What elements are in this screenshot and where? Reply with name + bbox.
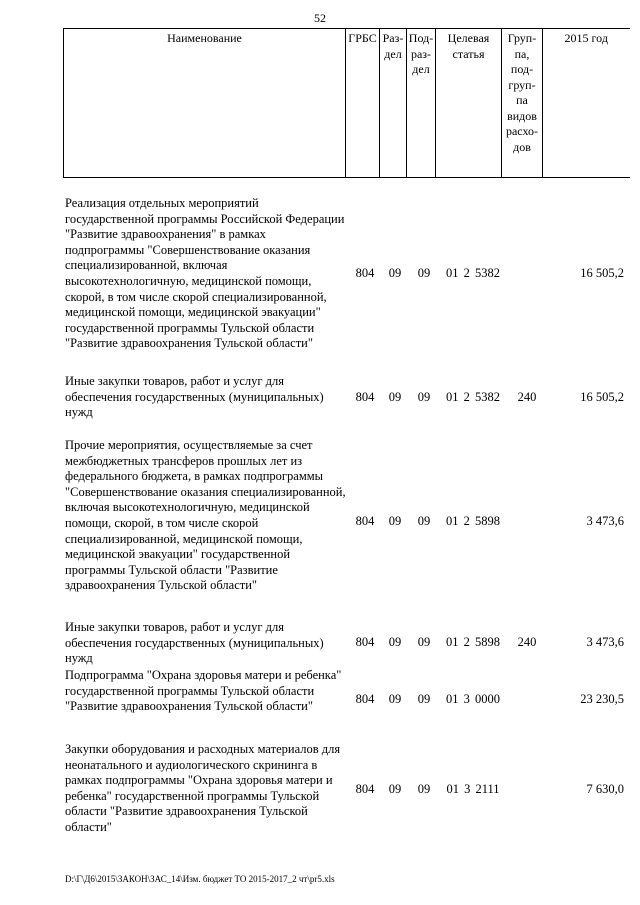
- row-razdel: 09: [388, 692, 402, 706]
- row-grbs: 804: [355, 782, 375, 796]
- row-grbs: 804: [355, 514, 375, 528]
- row-expense-group: 240: [517, 390, 537, 404]
- row-grbs: 804: [355, 635, 375, 649]
- row-razdel: 09: [388, 782, 402, 796]
- row-target-article: 01 2 5898: [446, 514, 500, 528]
- row-target-article: 01 2 5382: [446, 390, 500, 404]
- row-podrazdel: 09: [417, 635, 431, 649]
- row-expense-group: 240: [517, 635, 537, 649]
- row-podrazdel: 09: [417, 514, 431, 528]
- row-podrazdel: 09: [417, 692, 431, 706]
- header-target-article: Целевая статья: [436, 29, 502, 178]
- row-name: Иные закупки товаров, работ и услуг для обеспечения государственных (муниципальных) нужд: [65, 620, 324, 666]
- file-path-footer: D:\Г\Д6\2015\ЗАКОН\ЗАС_14\Изм. бюджет ТО 2015-2017_2 чт\pr5.xls: [65, 874, 335, 884]
- row-target-article: 01 2 5898: [446, 635, 500, 649]
- row-amount: 3 473,6: [586, 514, 624, 528]
- row-razdel: 09: [388, 635, 402, 649]
- row-amount: 7 630,0: [586, 782, 624, 796]
- row-target-article: 01 2 5382: [446, 266, 500, 280]
- row-name: Прочие мероприятия, осуществляемые за счет межбюджетных трансферов прошлых лет из федерального бюджета, в рамках подпрограммы "Совершенствование оказания специализированной, включая высокотехнологичную, медицинской помощи, скорой, в том числе скорой специализированной, медицинской помощи, медицинской эвакуации" государственной программы Тульской области "Развитие здравоохранения Тульской области": [65, 438, 346, 593]
- header-year-2015: 2015 год: [543, 29, 630, 178]
- row-name: Закупки оборудования и расходных материалов для неонатального и аудиологического скрининга в рамках подпрограммы "Охрана здоровья матери и ребенка" государственной программы Тульской области "Развитие здравоохранения Тульской области": [65, 742, 341, 834]
- row-podrazdel: 09: [417, 390, 431, 404]
- row-target-article: 01 3 0000: [446, 692, 500, 706]
- page-number: 52: [314, 11, 326, 25]
- header-podrazdel: Под- раз- дел: [407, 29, 436, 178]
- row-razdel: 09: [388, 266, 402, 280]
- table-header: [63, 28, 630, 178]
- row-grbs: 804: [355, 390, 375, 404]
- row-razdel: 09: [388, 390, 402, 404]
- header-razdel: Раз- дел: [380, 29, 407, 178]
- header-grbs: ГРБС: [346, 29, 380, 178]
- row-amount: 16 505,2: [580, 266, 624, 280]
- row-name: Реализация отдельных мероприятий государственной программы Российской Федерации "Развитие здравоохранения" в рамках подпрограммы "Совершенствование оказания специализированной, включая высокотехнологичную, медицинской помощи, скорой, в том числе скорой специализированной, медицинской помощи, медицинской эвакуации" государственной программы Тульской области "Развитие здравоохранения Тульской области": [65, 196, 345, 351]
- row-amount: 23 230,5: [580, 692, 624, 706]
- row-amount: 16 505,2: [580, 390, 624, 404]
- header-name: Наименование: [64, 29, 346, 178]
- row-razdel: 09: [388, 514, 402, 528]
- row-name: Иные закупки товаров, работ и услуг для обеспечения государственных (муниципальных) нужд: [65, 374, 324, 420]
- row-amount: 3 473,6: [586, 635, 624, 649]
- row-podrazdel: 09: [417, 266, 431, 280]
- row-grbs: 804: [355, 266, 375, 280]
- row-podrazdel: 09: [417, 782, 431, 796]
- row-grbs: 804: [355, 692, 375, 706]
- row-name: Подпрограмма "Охрана здоровья матери и ребенка" государственной программы Тульской области "Развитие здравоохранения Тульской области": [65, 668, 342, 714]
- header-expense-group: Груп- па, под- груп- па видов расхо- дов: [502, 29, 543, 178]
- row-target-article: 01 3 2111: [446, 782, 500, 796]
